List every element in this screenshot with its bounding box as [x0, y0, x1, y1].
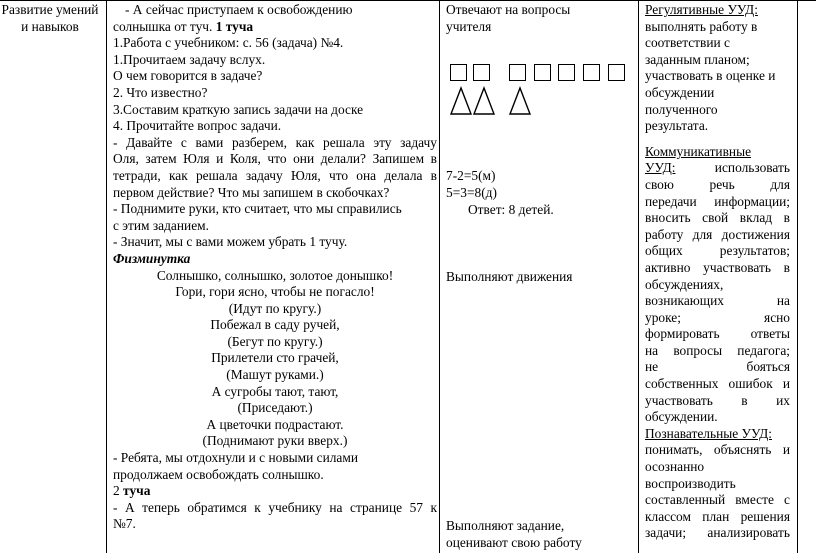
regulative-uud-line: участвовать в оценке и [645, 68, 776, 84]
lesson-text-line: Оля, затем Юля и Коля, что они делали? Запишем в [113, 151, 437, 167]
lesson-text-line: Солнышко, солнышко, золотое донышко! [156, 267, 394, 283]
cognitive-uud-line: классом план решения [645, 508, 790, 524]
movement-line: Выполняют движения [446, 269, 573, 284]
lesson-text-line: (Идут по кругу.) [228, 300, 322, 316]
column-divider-1 [106, 0, 107, 553]
cognitive-uud-line: составленный вместе с [645, 492, 790, 508]
lesson-text-line: Побежал в саду ручей, [210, 317, 340, 333]
square-shape [450, 64, 467, 81]
cognitive-uud-line: воспроизводить [645, 475, 736, 491]
column-divider-2 [439, 0, 440, 553]
student-activity-cell [446, 2, 636, 555]
cognitive-uud-line: задачи; анализировать [645, 525, 790, 541]
regulative-uud-line: заданным планом; [645, 51, 750, 67]
lesson-text-line: Прилетели сто грачей, [211, 350, 339, 366]
communicative-uud-line: обсуждениях, [645, 276, 724, 292]
math-line-2: 5=3=8(д) [446, 185, 497, 200]
math-line-1: 7-2=5(м) [446, 168, 496, 183]
student-answers-line-1: Отвечают на вопросы [446, 2, 571, 17]
lesson-text-line: (Бегут по кругу.) [227, 333, 323, 349]
communicative-uud-line: собственных ошибок и [645, 376, 790, 392]
square-shape [473, 64, 490, 81]
communicative-uud-line: возникающих на [645, 293, 790, 309]
communicative-uud-line: не бояться [645, 359, 790, 375]
regulative-uud-line: обсуждении [645, 84, 715, 100]
communicative-uud-line: вносить свой вклад в [645, 210, 790, 226]
lesson-text-line: - Поднимите руки, кто считает, что мы справились [113, 201, 402, 217]
square-shape [608, 64, 625, 81]
lesson-text-line: 2. Что известно? [113, 84, 208, 100]
communicative-uud-line: передачи информации; [645, 193, 790, 209]
stage-title-line-1: Развитие умений [1, 2, 99, 17]
regulative-uud-line: полученного [645, 101, 718, 117]
lesson-text-line: первом действие? Что мы запишем в скобочках? [113, 184, 390, 200]
lesson-text-line: тетради, как решала задачу Юля, что она делала в [113, 167, 437, 183]
regulative-uud-line: выполнять работу в [645, 18, 758, 34]
cognitive-uud-title: Познавательные УУД: [645, 425, 773, 441]
communicative-uud-line: обсуждении. [645, 409, 718, 425]
lesson-text-line: - А теперь обратимся к учебнику на странице 57 к [113, 499, 437, 515]
lesson-text-line: 1.Работа с учебником: с. 56 (задача) №4. [113, 35, 344, 51]
lesson-text-line: - Значит, мы с вами можем убрать 1 тучу. [113, 234, 348, 250]
stage-title-line-2: и навыков [21, 18, 79, 34]
lesson-text-line: Физминутка [113, 250, 191, 266]
task-line-1: Выполняют задание, [446, 518, 565, 533]
cognitive-uud-line: осознанно [645, 459, 705, 475]
lesson-text-line: солнышка от туч. 1 туча [113, 18, 254, 34]
lesson-text-line: Гори, гори ясно, чтобы не погасло! [175, 284, 375, 300]
stage-cell [0, 2, 106, 35]
lesson-text-line: №7. [113, 516, 136, 532]
communicative-uud-line: формировать ответы [645, 326, 790, 342]
communicative-uud-line: на вопросы педагога; [645, 342, 790, 358]
regulative-uud-line: соответствии с [645, 35, 730, 51]
triangle-shape [451, 88, 471, 114]
lesson-text-line: О чем говорится в задаче? [113, 68, 263, 84]
lesson-text-line: 3.Составим краткую запись задачи на доске [113, 101, 364, 117]
communicative-uud-line: уроке; ясно [645, 309, 790, 325]
column-divider-4 [797, 0, 798, 553]
communicative-uud-line: работу для достижения [645, 226, 790, 242]
communicative-uud-title: Коммуникативные [645, 143, 752, 159]
triangle-shape [474, 88, 494, 114]
communicative-uud-line: общих результатов; [645, 243, 790, 259]
uud-cell [645, 2, 790, 542]
teacher-activity-cell [113, 2, 437, 533]
lesson-text-line: 1.Прочитаем задачу вслух. [113, 51, 266, 67]
table-top-border [0, 0, 816, 1]
communicative-uud-title-line-2: УУД: использовать [645, 160, 790, 176]
lesson-text-line: (Поднимают руки вверх.) [202, 433, 348, 449]
communicative-uud-line: активно участвовать в [645, 259, 790, 275]
lesson-text-line: (Машут руками.) [226, 367, 324, 383]
lesson-text-line: А цветочки подрастают. [206, 416, 344, 432]
square-shape [583, 64, 600, 81]
regulative-uud-line: результата. [645, 118, 709, 134]
lesson-text-line: продолжаем освобождать солнышко. [113, 466, 324, 482]
lesson-text-line: - Давайте с вами разберем, как решала эту задачу [113, 134, 437, 150]
column-divider-3 [638, 0, 639, 553]
lesson-text-line: А сугробы тают, тают, [211, 383, 339, 399]
lesson-text-line: - Ребята, мы отдохнули и с новыми силами [113, 450, 359, 466]
triangle-shape [510, 88, 530, 114]
cognitive-uud-line: понимать, объяснять и [645, 442, 790, 458]
square-shape [558, 64, 575, 81]
lesson-text-line: с этим заданием. [113, 217, 209, 233]
answer-line: Ответ: 8 детей. [468, 202, 554, 217]
task-line-2: оценивают свою работу [446, 535, 582, 550]
communicative-uud-line: свою речь для [645, 176, 790, 192]
regulative-uud-title: Регулятивные УУД: [645, 2, 758, 17]
communicative-uud-line: участвовать в их [645, 392, 790, 408]
lesson-text-line: 4. Прочитайте вопрос задачи. [113, 118, 282, 134]
student-answers-line-2: учителя [446, 18, 492, 34]
lesson-text-line: - А сейчас приступаем к освобождению [125, 2, 353, 17]
triangles-row [450, 86, 540, 116]
square-shape [509, 64, 526, 81]
lesson-text-line: 2 туча [113, 483, 151, 499]
lesson-text-line: (Приседают.) [237, 400, 313, 416]
square-shape [534, 64, 551, 81]
